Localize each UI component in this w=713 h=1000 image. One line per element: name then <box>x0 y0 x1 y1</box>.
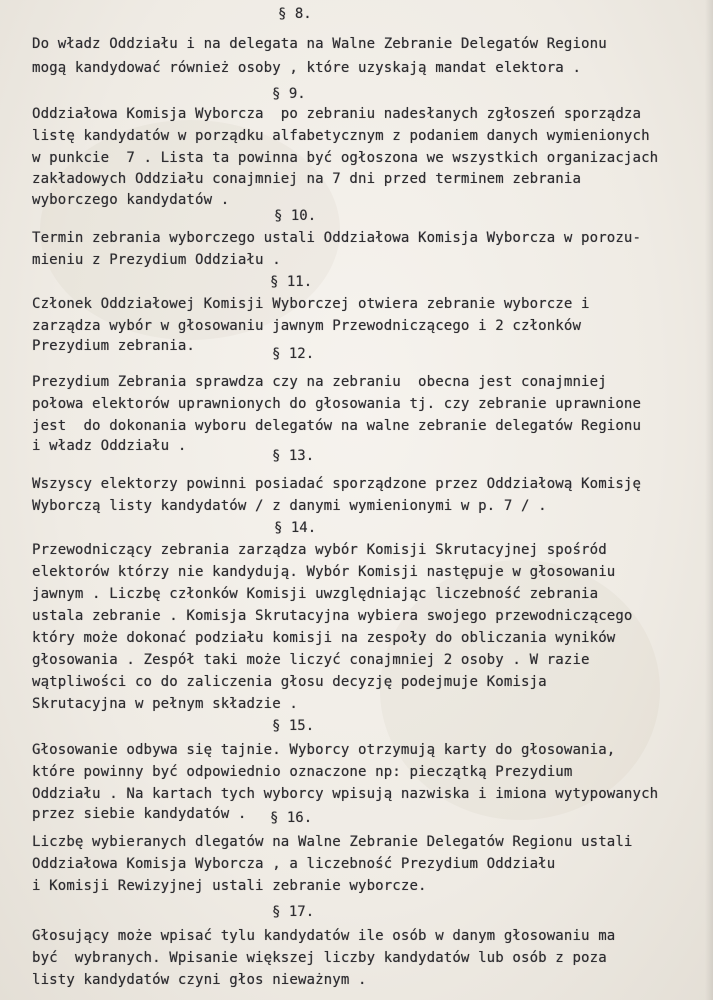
section-14-line-4: ustala zebranie . Komisja Skrutacyjna wybiera swojego przewodniczącego <box>32 608 633 624</box>
section-17-line-1: Głosujący może wpisać tylu kandydatów ile osób w danym głosowaniu ma <box>32 928 616 944</box>
section-11-line-1: Członek Oddziałowej Komisji Wyborczej otwiera zebranie wyborcze i <box>32 296 590 312</box>
section-13-line-1: Wszyscy elektorzy powinni posiadać sporządzone przez Oddziałową Komisję <box>32 476 642 492</box>
section-8-line-2: mogą kandydować również osoby , które uzyskają mandat elektora . <box>32 60 582 76</box>
section-heading-17: § 17. <box>272 904 315 920</box>
section-15-line-3: Oddziału . Na kartach tych wyborcy wpisują nazwiska i imiona wytypowanych <box>32 786 659 802</box>
section-13-line-2: Wyborczą listy kandydatów / z danymi wymienionymi w p. 7 / . <box>32 498 547 514</box>
section-heading-15: § 15. <box>272 718 315 734</box>
section-14-line-1: Przewodniczący zebrania zarządza wybór Komisji Skrutacyjnej spośród <box>32 542 607 558</box>
section-14-line-5: który może dokonać podziału komisji na zespoły do obliczania wyników <box>32 630 616 646</box>
section-9-line-4: zakładowych Oddziału conajmniej na 7 dni przed terminem zebrania <box>32 171 582 187</box>
section-16-line-2: Oddziałowa Komisja Wyborcza , a liczebność Prezydium Oddziału <box>32 856 556 872</box>
section-11-line-2: zarządza wybór w głosowaniu jawnym Przewodniczącego i 2 członków <box>32 318 582 334</box>
section-14-line-6: głosowania . Zespół taki może liczyć conajmniej 2 osoby . W razie <box>32 652 590 668</box>
section-10-line-1: Termin zebrania wyborczego ustali Oddziałowa Komisja Wyborcza w porozu- <box>32 230 642 246</box>
section-15-line-2: które powinny być odpowiednio oznaczone np: pieczątką Prezydium <box>32 764 573 780</box>
section-17-line-2: być wybranych. Wpisanie większej liczby kandydatów lub osób z poza <box>32 950 607 966</box>
section-heading-11: § 11. <box>270 274 313 290</box>
section-14-line-7: wątpliwości co do zaliczenia głosu decyzję podejmuje Komisja <box>32 674 547 690</box>
section-15-line-4: przez siebie kandydatów . <box>32 806 247 822</box>
section-16-line-3: i Komisji Rewizyjnej ustali zebranie wyborcze. <box>32 878 427 894</box>
section-17-line-3: listy kandydatów czyni głos nieważnym . <box>32 972 367 988</box>
section-12-line-2: połowa elektorów uprawnionych do głosowania tj. czy zebranie uprawnione <box>32 396 642 412</box>
section-9-line-3: w punkcie 7 . Lista ta powinna być ogłoszona we wszystkich organizacjach <box>32 150 659 166</box>
section-11-line-3: Prezydium zebrania. <box>32 338 195 354</box>
section-heading-16: § 16. <box>270 810 313 826</box>
paper-edge-shadow <box>705 0 713 1000</box>
section-heading-14: § 14. <box>274 520 317 536</box>
section-14-line-8: Skrutacyjna w pełnym składzie . <box>32 696 298 712</box>
section-12-line-1: Prezydium Zebrania sprawdza czy na zebraniu obecna jest conajmniej <box>32 374 607 390</box>
section-12-line-4: i władz Oddziału . <box>32 438 187 454</box>
section-heading-9: § 9. <box>272 86 306 102</box>
section-heading-12: § 12. <box>272 346 315 362</box>
section-14-line-3: jawnym . Liczbę członków Komisji uwzględniając liczebność zebrania <box>32 586 599 602</box>
section-14-line-2: elektorów którzy nie kandydują. Wybór Komisji następuje w głosowaniu <box>32 564 616 580</box>
section-9-line-1: Oddziałowa Komisja Wyborcza po zebraniu nadesłanych zgłoszeń sporządza <box>32 106 642 122</box>
section-9-line-5: wyborczego kandydatów . <box>32 192 230 208</box>
section-16-line-1: Liczbę wybieranych dlegatów na Walne Zebranie Delegatów Regionu ustali <box>32 834 633 850</box>
section-8-line-1: Do władz Oddziału i na delegata na Walne Zebranie Delegatów Regionu <box>32 36 607 52</box>
section-heading-8: § 8. <box>278 6 312 22</box>
section-heading-13: § 13. <box>272 448 315 464</box>
section-heading-10: § 10. <box>274 208 317 224</box>
section-10-line-2: mieniu z Prezydium Oddziału . <box>32 252 281 268</box>
section-15-line-1: Głosowanie odbywa się tajnie. Wyborcy otrzymują karty do głosowania, <box>32 742 616 758</box>
section-12-line-3: jest do dokonania wyboru delegatów na walne zebranie delegatów Regionu <box>32 418 642 434</box>
section-9-line-2: listę kandydatów w porządku alfabetycznym z podaniem danych wymienionych <box>32 128 650 144</box>
